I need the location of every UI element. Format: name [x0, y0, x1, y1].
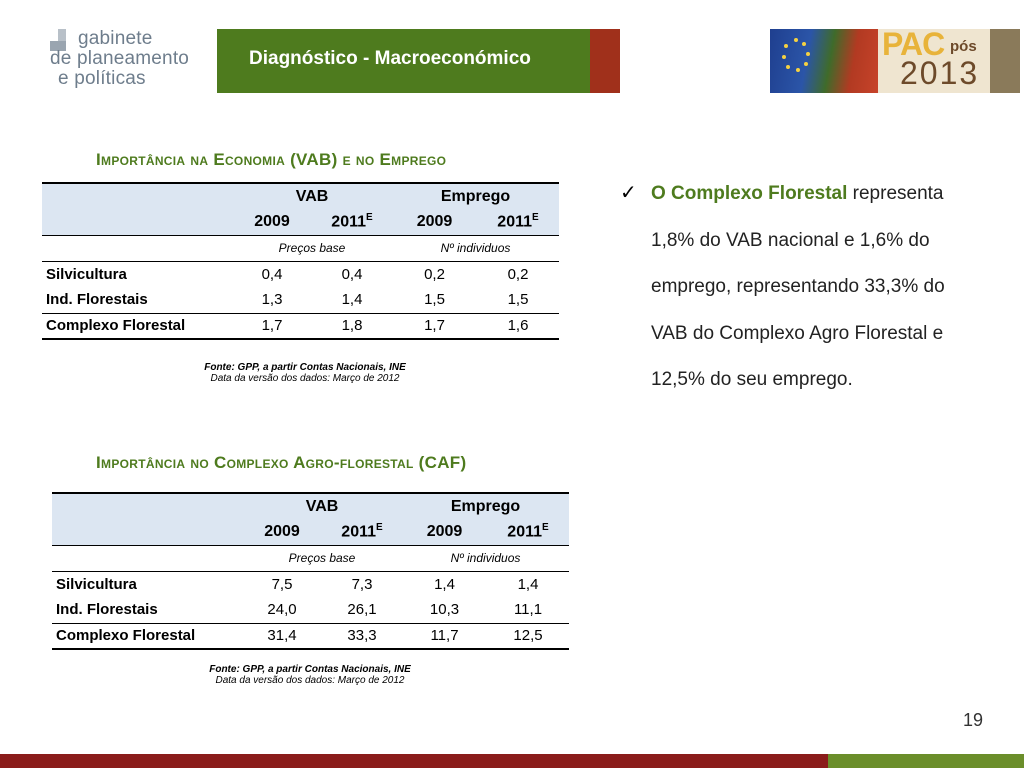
table2-header-row — [52, 493, 569, 519]
table-row — [42, 261, 559, 287]
bullet-body: representa 1,8% do VAB nacional e 1,6% do emprego, representando 33,3% do VAB do Complexo Agro Florestal e 12,5% do seu emprego. — [651, 183, 945, 390]
cell: 11,1 — [513, 601, 543, 619]
logo-line-2: de planeamento — [50, 48, 190, 69]
cell: 1,7 — [232, 313, 312, 339]
footer-bar-red — [0, 754, 828, 768]
gpp-logo — [50, 27, 210, 99]
cell: 1,3 — [261, 291, 283, 309]
source-text: Fonte: GPP, a partir Contas Nacionais, INE — [209, 664, 411, 675]
table2-emprego-header: Emprego — [402, 493, 569, 519]
pac-logo-pos: pós — [950, 38, 977, 55]
table2-years-row — [52, 519, 569, 545]
row-label: Silvicultura — [56, 575, 137, 593]
table2-year: 2009 — [264, 522, 300, 540]
table2-title: Importância no Complexo Agro-florestal (CAF) — [96, 453, 467, 472]
table2 — [52, 492, 569, 650]
cell: 7,5 — [271, 575, 293, 593]
table1-year: 2009 — [416, 212, 453, 230]
cell: 11,7 — [402, 623, 487, 649]
row-label: Complexo Florestal — [42, 313, 232, 339]
table1-header-row — [42, 183, 559, 209]
table-row — [52, 623, 569, 649]
table-row — [52, 571, 569, 597]
cell: 1,5 — [424, 291, 445, 309]
logo-line-1: gabinete — [78, 28, 153, 49]
source-date: Data da versão dos dados: Março de 2012 — [210, 373, 400, 384]
cell: 0,4 — [261, 265, 283, 283]
table-row — [42, 313, 559, 339]
table2-vab-header: VAB — [242, 493, 402, 519]
table1-title: Importância na Economia (VAB) e no Emprego — [96, 150, 447, 169]
cell: 1,4 — [341, 291, 363, 309]
cell: 24,0 — [267, 601, 297, 619]
pac-logo-text: PAC — [882, 26, 945, 62]
cell: 26,1 — [347, 601, 377, 619]
cell: 1,5 — [507, 291, 529, 309]
table1-years-row — [42, 209, 559, 235]
table2-year: 2009 — [426, 522, 463, 540]
cell: 1,4 — [434, 575, 455, 593]
table1-units-row — [42, 235, 559, 261]
cell: 31,4 — [242, 623, 322, 649]
table1-year: 2011 — [331, 213, 367, 231]
table1-vab-header: VAB — [232, 183, 392, 209]
cell: 12,5 — [487, 623, 569, 649]
cell: 33,3 — [322, 623, 402, 649]
row-label: Silvicultura — [46, 265, 127, 283]
header-red-block — [590, 29, 620, 93]
cell: 1,4 — [517, 575, 539, 593]
table-row — [52, 597, 569, 623]
bullet-paragraph — [651, 171, 981, 404]
footer-bar-green — [828, 754, 1024, 768]
estimate-sup: E — [532, 212, 539, 224]
slide-title: Diagnóstico - Macroeconómico — [249, 48, 531, 69]
page-number: 19 — [963, 710, 984, 730]
table2-source — [125, 664, 495, 686]
source-date: Data da versão dos dados: Março de 2012 — [215, 675, 405, 686]
cell: 1,6 — [477, 313, 559, 339]
table1-unit-vab: Preços base — [232, 235, 392, 261]
cell: 1,7 — [392, 313, 477, 339]
logo-line-3: e políticas — [58, 68, 146, 89]
checkmark-icon: ✓ — [620, 182, 637, 204]
table2-unit-vab: Preços base — [242, 545, 402, 571]
cell: 10,3 — [429, 601, 460, 619]
row-label: Ind. Florestais — [46, 291, 148, 309]
cell: 1,8 — [312, 313, 392, 339]
cell: 0,2 — [507, 265, 529, 283]
table1 — [42, 182, 559, 340]
table1-year: 2011 — [497, 213, 533, 231]
estimate-sup: E — [366, 212, 373, 224]
source-text: Fonte: GPP, a partir Contas Nacionais, INE — [204, 362, 406, 373]
row-label: Ind. Florestais — [56, 601, 158, 619]
cell: 7,3 — [351, 575, 373, 593]
estimate-sup: E — [376, 522, 383, 534]
table1-unit-emprego: Nº individuos — [392, 235, 559, 261]
table2-year: 2011 — [507, 523, 543, 541]
cell: 0,2 — [424, 265, 445, 283]
table-row — [42, 287, 559, 313]
bullet-title: O Complexo Florestal — [651, 183, 848, 204]
pac-logo-year: 2013 — [900, 55, 980, 91]
table1-source — [120, 362, 490, 384]
eu-stars-icon — [776, 32, 816, 90]
table1-year: 2009 — [254, 212, 290, 230]
cell: 0,4 — [341, 265, 363, 283]
table2-units-row — [52, 545, 569, 571]
table2-unit-emprego: Nº individuos — [402, 545, 569, 571]
row-label: Complexo Florestal — [52, 623, 242, 649]
header-end-block — [990, 29, 1020, 93]
table2-year: 2011 — [341, 523, 377, 541]
estimate-sup: E — [542, 522, 549, 534]
table1-emprego-header: Emprego — [392, 183, 559, 209]
